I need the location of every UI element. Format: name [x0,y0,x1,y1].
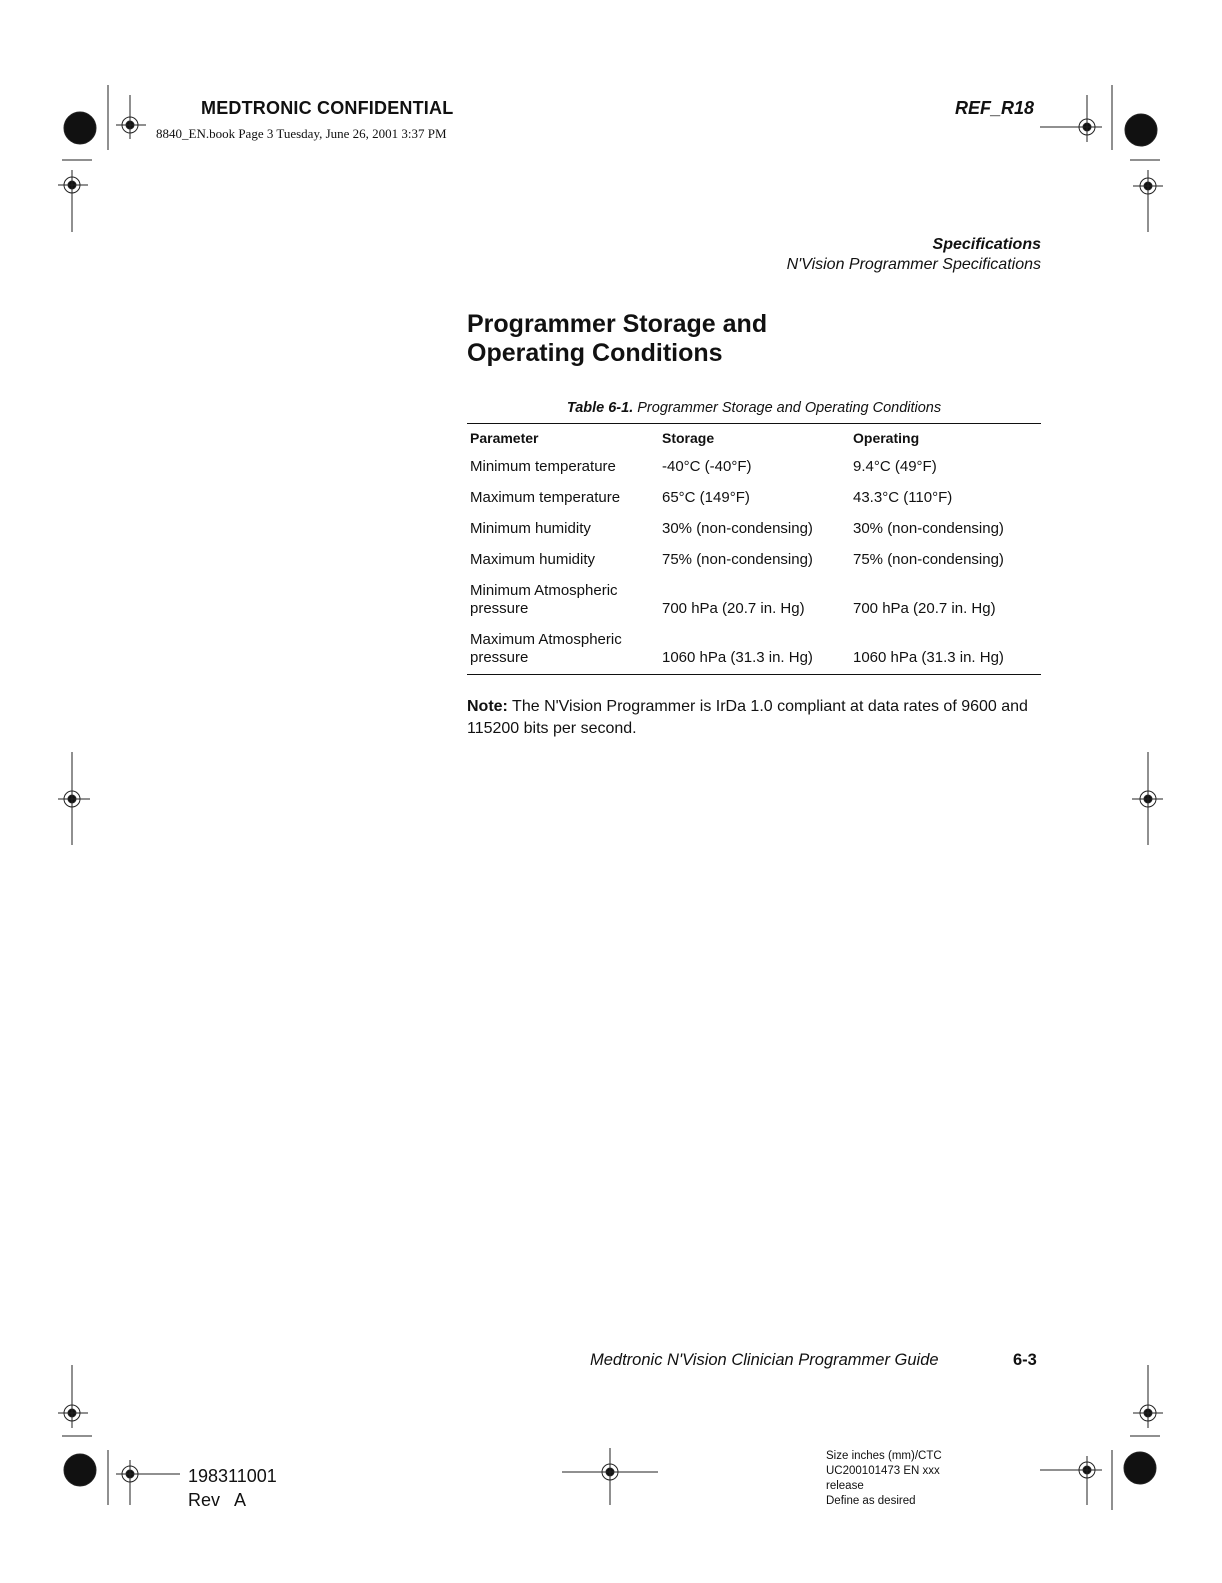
cell-parameter [467,545,659,576]
size-info-line: UC200101473 EN xxx [826,1465,940,1477]
table-row [467,625,1041,675]
cell-parameter [467,452,659,483]
table-caption-number: Table 6-1. [566,400,634,416]
document-number: 198311001 [188,1466,277,1486]
cell-parameter [467,514,659,545]
table-caption [467,400,1041,416]
cell-storage: 30% (non-condensing) [662,520,813,537]
page-title [467,310,887,368]
cell-storage: -40°C (-40°F) [662,458,752,475]
cell-operating: 700 hPa (20.7 in. Hg) [853,600,996,617]
cell-storage: 75% (non-condensing) [662,551,813,568]
parameter-line: Minimum Atmospheric [470,582,618,599]
parameter-line: Maximum Atmospheric [470,631,622,648]
page-number: 6-3 [1013,1351,1037,1369]
conditions-table [467,423,1041,675]
guide-title: Medtronic N'Vision Clinician Programmer Guide [590,1351,939,1369]
revision-label: Rev A [188,1490,247,1510]
note-label: Note: [467,698,508,715]
column-header-operating: Operating [853,430,920,446]
cell-operating: 1060 hPa (31.3 in. Hg) [853,649,1004,666]
page-title-line-2: Operating Conditions [467,339,723,367]
note [467,696,1041,740]
cell-operating: 75% (non-condensing) [853,551,1004,568]
cell-operating: 43.3°C (110°F) [853,489,953,506]
parameter-line: Minimum temperature [470,458,616,475]
cell-operating: 30% (non-condensing) [853,520,1004,537]
size-info [826,1449,942,1509]
table-caption-text: Programmer Storage and Operating Conditions [633,400,942,416]
subsection-title: N'Vision Programmer Specifications [786,256,1041,273]
note-text: The N'Vision Programmer is IrDa 1.0 compliant at data rates of 9600 and 115200 bits per second. [467,698,1028,737]
table-row [467,514,1041,545]
column-header-parameter: Parameter [470,430,539,446]
ref-code: REF_R18 [955,98,1035,118]
cell-operating: 9.4°C (49°F) [853,458,937,475]
table-row [467,452,1041,483]
table-header-row [467,424,1041,453]
table-row [467,576,1041,625]
page-title-line-1: Programmer Storage and [467,310,768,338]
parameter-line: Minimum humidity [470,520,591,537]
parameter-line: pressure [470,649,529,666]
size-info-line: release [826,1480,864,1492]
confidential-label: MEDTRONIC CONFIDENTIAL [201,98,454,118]
cell-parameter [467,625,659,675]
parameter-line: pressure [470,600,529,617]
parameter-line: Maximum humidity [470,551,596,568]
table-row [467,545,1041,576]
cell-storage: 65°C (149°F) [662,489,750,506]
column-header-storage: Storage [662,430,715,446]
size-info-line: Define as desired [826,1495,916,1507]
parameter-line: Maximum temperature [470,489,621,506]
book-info: 8840_EN.book Page 3 Tuesday, June 26, 2001 3:37 PM [156,126,447,141]
size-info-line: Size inches (mm)/CTC [826,1450,942,1462]
cell-parameter [467,483,659,514]
cell-parameter [467,576,659,625]
table-row [467,483,1041,514]
chapter-title: Specifications [932,236,1041,253]
cell-storage: 700 hPa (20.7 in. Hg) [662,600,805,617]
cell-storage: 1060 hPa (31.3 in. Hg) [662,649,813,666]
